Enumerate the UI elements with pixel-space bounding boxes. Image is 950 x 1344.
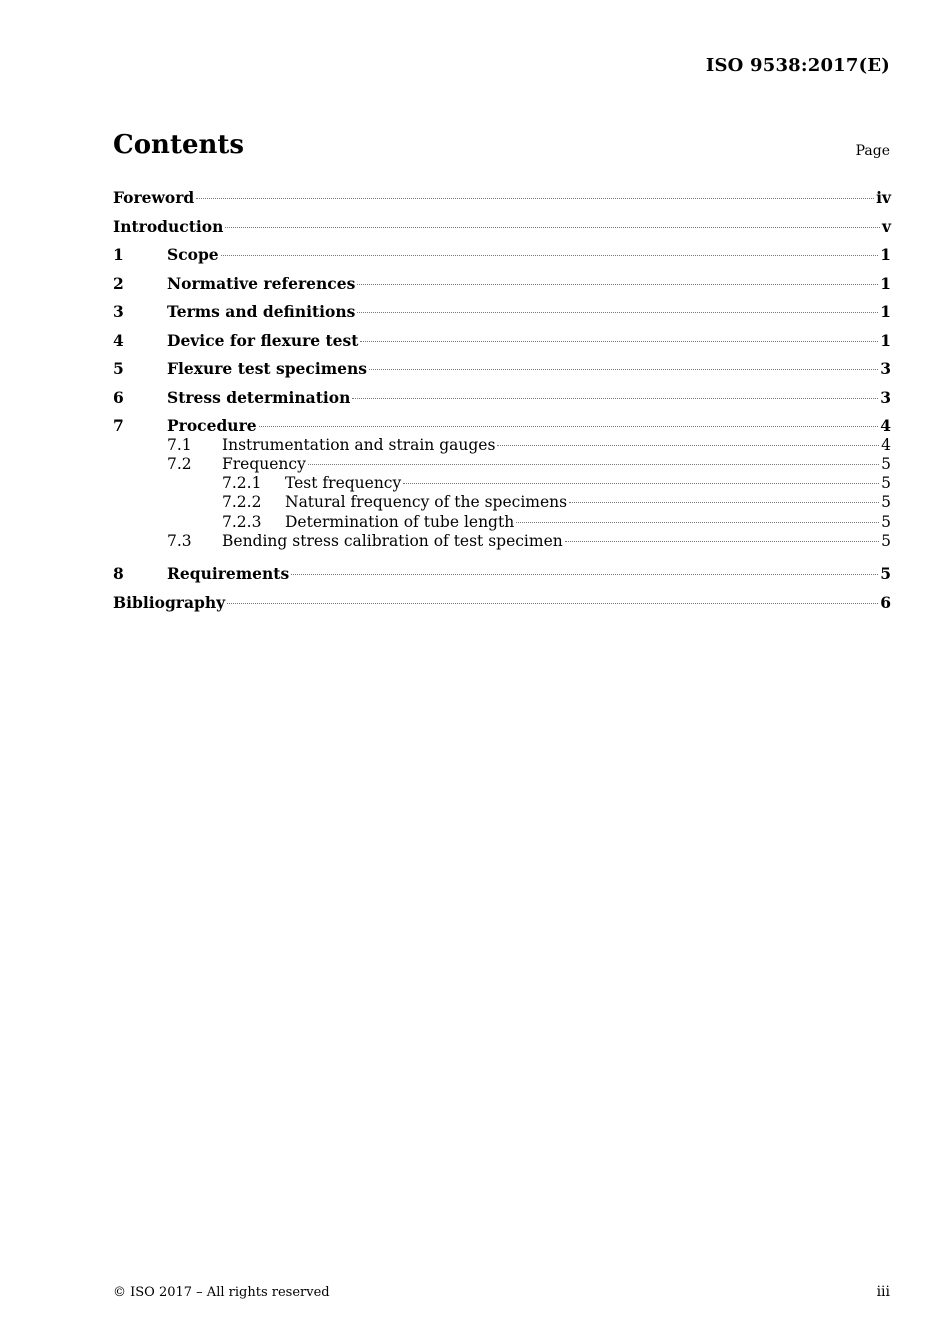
dot-leader — [565, 541, 879, 542]
toc-entry-page: 1 — [880, 273, 891, 293]
toc-entry[interactable] — [113, 270, 891, 299]
toc-entry-title: Requirements — [167, 564, 290, 584]
toc-entry[interactable] — [113, 241, 891, 270]
toc-entry-number: 5 — [113, 359, 124, 378]
toc-entry-title: Natural frequency of the specimens — [285, 493, 568, 512]
toc-entry-number: 6 — [113, 387, 124, 407]
dot-leader — [357, 284, 878, 285]
table-of-contents — [113, 184, 891, 617]
toc-entry[interactable] — [113, 213, 891, 242]
toc-entry[interactable] — [113, 532, 891, 551]
toc-entry-title: Procedure — [167, 416, 257, 435]
toc-entry-title: Test frequency — [285, 474, 402, 493]
dot-leader — [497, 445, 879, 446]
toc-entry[interactable] — [113, 513, 891, 532]
toc-entry-page: 5 — [881, 474, 891, 493]
dot-leader — [196, 198, 874, 199]
toc-entry[interactable] — [113, 184, 891, 213]
toc-entry-number: 7.2 — [167, 454, 192, 473]
dot-leader — [291, 574, 878, 575]
toc-entry-number: 7.2.1 — [222, 474, 262, 493]
toc-entry-page: 5 — [881, 493, 891, 512]
dot-leader — [403, 483, 879, 484]
toc-entry-page: 3 — [880, 359, 891, 378]
toc-entry-page: 5 — [880, 564, 891, 584]
toc-entry[interactable] — [113, 474, 891, 493]
toc-entry-page: iv — [876, 188, 891, 207]
toc-entry-page: 4 — [880, 416, 891, 435]
toc-entry-title: Bibliography — [113, 592, 226, 612]
dot-leader — [308, 464, 879, 465]
dot-leader — [357, 312, 878, 313]
toc-entry-page: 1 — [880, 245, 891, 264]
toc-entry[interactable] — [113, 327, 891, 356]
dot-leader — [227, 603, 878, 604]
toc-entry-title: Scope — [167, 245, 219, 264]
toc-entry-title: Device for flexure test — [167, 330, 359, 350]
contents-heading: Contents — [113, 130, 245, 160]
toc-entry[interactable] — [113, 455, 891, 474]
toc-entry-number: 4 — [113, 330, 124, 350]
toc-entry-page: 3 — [880, 387, 891, 407]
toc-entry-title: Bending stress calibration of test specimen — [222, 531, 563, 550]
toc-entry-number: 7.1 — [167, 435, 192, 454]
toc-entry-number: 2 — [113, 273, 124, 293]
toc-entry-title: Frequency — [222, 454, 306, 473]
toc-entry-number: 7.2.2 — [222, 493, 262, 512]
dot-leader — [360, 341, 878, 342]
toc-entry-number: 1 — [113, 245, 124, 264]
toc-entry-title: Instrumentation and strain gauges — [222, 435, 496, 454]
toc-entry-page: 1 — [880, 330, 891, 350]
toc-entry-page: 4 — [881, 435, 891, 454]
toc-entry[interactable] — [113, 384, 891, 413]
toc-entry-page: 5 — [881, 454, 891, 473]
page-number: iii — [876, 1284, 890, 1300]
toc-entry-number: 7.2.3 — [222, 512, 262, 531]
toc-entry[interactable] — [113, 493, 891, 512]
toc-entry-title: Introduction — [113, 216, 224, 236]
toc-entry-title: Foreword — [113, 188, 195, 207]
dot-leader — [225, 227, 880, 228]
toc-entry-page: 5 — [881, 512, 891, 531]
dot-leader — [259, 426, 879, 427]
dot-leader — [352, 398, 878, 399]
toc-entry-title: Normative references — [167, 273, 356, 293]
toc-entry[interactable] — [113, 298, 891, 327]
toc-entry-number: 3 — [113, 302, 124, 321]
toc-entry-title: Stress determination — [167, 387, 351, 407]
dot-leader — [369, 369, 878, 370]
dot-leader — [221, 255, 879, 256]
toc-entry[interactable] — [113, 436, 891, 455]
toc-entry-page: 1 — [880, 302, 891, 321]
toc-entry-page: 5 — [881, 531, 891, 550]
toc-entry-title: Determination of tube length — [285, 512, 515, 531]
copyright-notice: © ISO 2017 – All rights reserved — [113, 1285, 330, 1300]
dot-leader — [569, 502, 879, 503]
page-column-label: Page — [855, 143, 890, 159]
toc-entry-number: 7 — [113, 416, 124, 435]
toc-entry[interactable] — [113, 355, 891, 384]
toc-entry-page: 6 — [880, 592, 891, 612]
document-id: ISO 9538:2017(E) — [705, 55, 890, 76]
toc-entry-number: 8 — [113, 564, 124, 584]
dot-leader — [516, 522, 879, 523]
toc-entry-page: v — [881, 216, 891, 236]
toc-entry[interactable] — [113, 589, 891, 618]
toc-entry-title: Flexure test specimens — [167, 359, 368, 378]
toc-entry-title: Terms and definitions — [167, 302, 356, 321]
toc-entry-number: 7.3 — [167, 531, 192, 550]
toc-entry[interactable] — [113, 560, 891, 589]
